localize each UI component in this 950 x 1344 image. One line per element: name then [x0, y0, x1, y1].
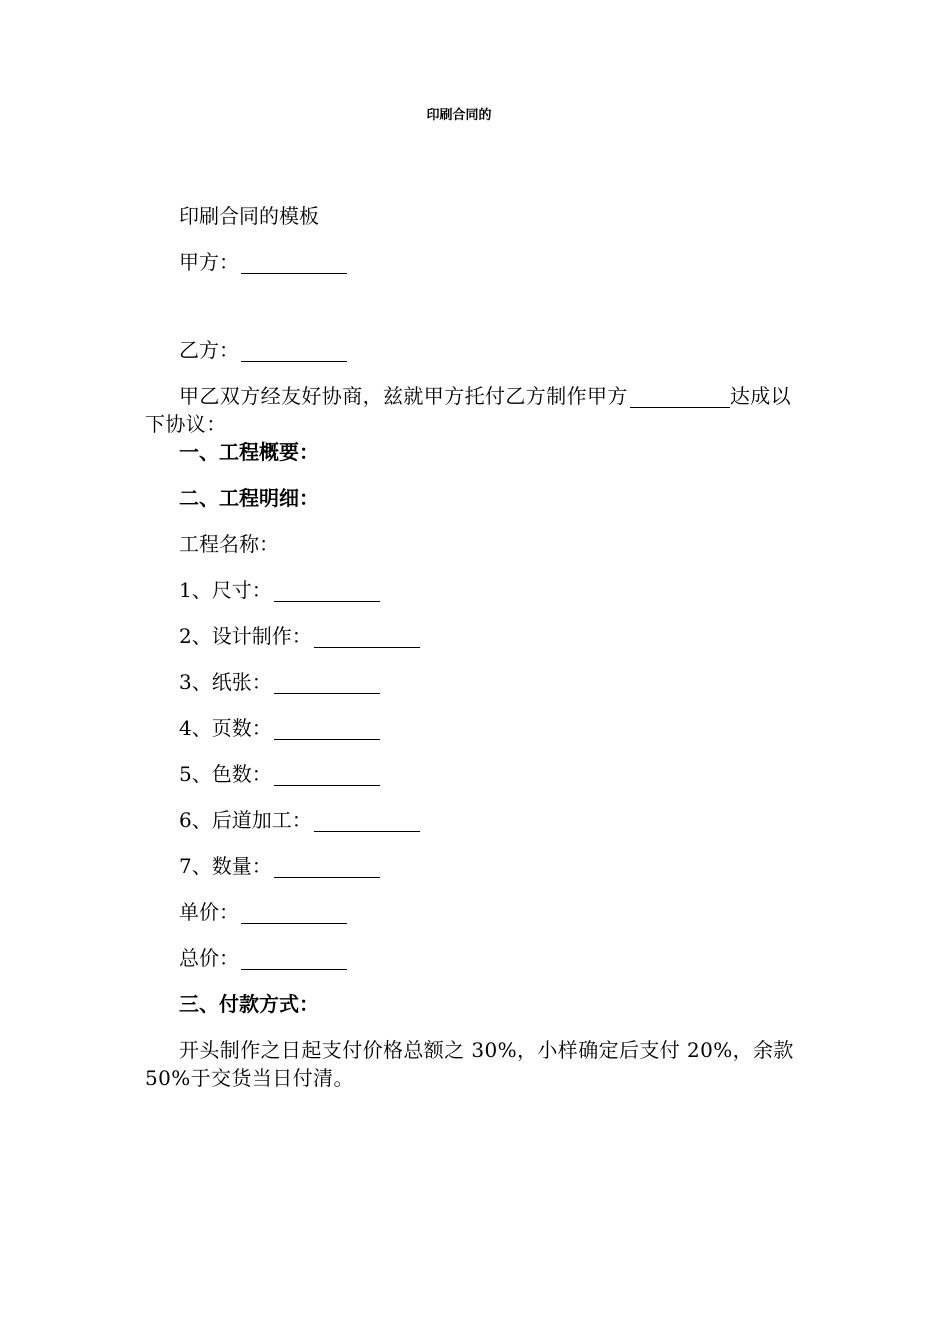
- item-pages-blank[interactable]: [274, 719, 380, 740]
- unit-price-label: 单价：: [179, 900, 239, 924]
- intro-paragraph: [145, 382, 800, 438]
- item-paper-line: [145, 668, 800, 696]
- item-colors-label: 5、色数：: [179, 762, 272, 786]
- party-b-line: [145, 336, 800, 364]
- item-finishing-blank[interactable]: [314, 811, 420, 832]
- item-paper-blank[interactable]: [274, 673, 380, 694]
- product-blank[interactable]: [630, 387, 730, 408]
- section-2-heading: 二、工程明细：: [179, 486, 319, 510]
- unit-price-line: [145, 898, 800, 926]
- item-quantity-line: [145, 852, 800, 880]
- document-body: [145, 202, 800, 1092]
- section-1-heading: 一、工程概要：: [179, 440, 319, 464]
- template-title: 印刷合同的模板: [179, 204, 319, 228]
- item-design-line: [145, 622, 800, 650]
- party-a-label: 甲方：: [179, 250, 239, 274]
- party-b-blank[interactable]: [241, 341, 347, 362]
- intro-text-before: 甲乙双方经友好协商，兹就甲方托付乙方制作甲方: [179, 384, 628, 408]
- party-a-blank[interactable]: [241, 253, 347, 274]
- total-price-label: 总价：: [179, 946, 239, 970]
- item-paper-label: 3、纸张：: [179, 670, 272, 694]
- item-colors-blank[interactable]: [274, 765, 380, 786]
- item-quantity-label: 7、数量：: [179, 854, 272, 878]
- total-price-line: [145, 944, 800, 972]
- section-3-heading: 三、付款方式：: [179, 992, 319, 1016]
- item-design-blank[interactable]: [314, 627, 420, 648]
- item-quantity-blank[interactable]: [274, 857, 380, 878]
- item-size-blank[interactable]: [274, 581, 380, 602]
- unit-price-blank[interactable]: [241, 903, 347, 924]
- item-colors-line: [145, 760, 800, 788]
- payment-paragraph: 开头制作之日起支付价格总额之 30%，小样确定后支付 20%，余款 50%于交货当日付清。: [145, 1038, 794, 1090]
- item-finishing-line: [145, 806, 800, 834]
- party-a-line: [145, 248, 800, 276]
- item-design-label: 2、设计制作：: [179, 624, 312, 648]
- item-finishing-label: 6、后道加工：: [179, 808, 312, 832]
- page-header-title: 印刷合同的: [426, 108, 492, 123]
- total-price-blank[interactable]: [241, 949, 347, 970]
- item-pages-line: [145, 714, 800, 742]
- project-name-label: 工程名称：: [179, 532, 279, 556]
- item-size-line: [145, 576, 800, 604]
- party-b-label: 乙方：: [179, 338, 239, 362]
- item-size-label: 1、尺寸：: [179, 578, 272, 602]
- item-pages-label: 4、页数：: [179, 716, 272, 740]
- intro-text-after: 达成以下协议：: [145, 384, 792, 436]
